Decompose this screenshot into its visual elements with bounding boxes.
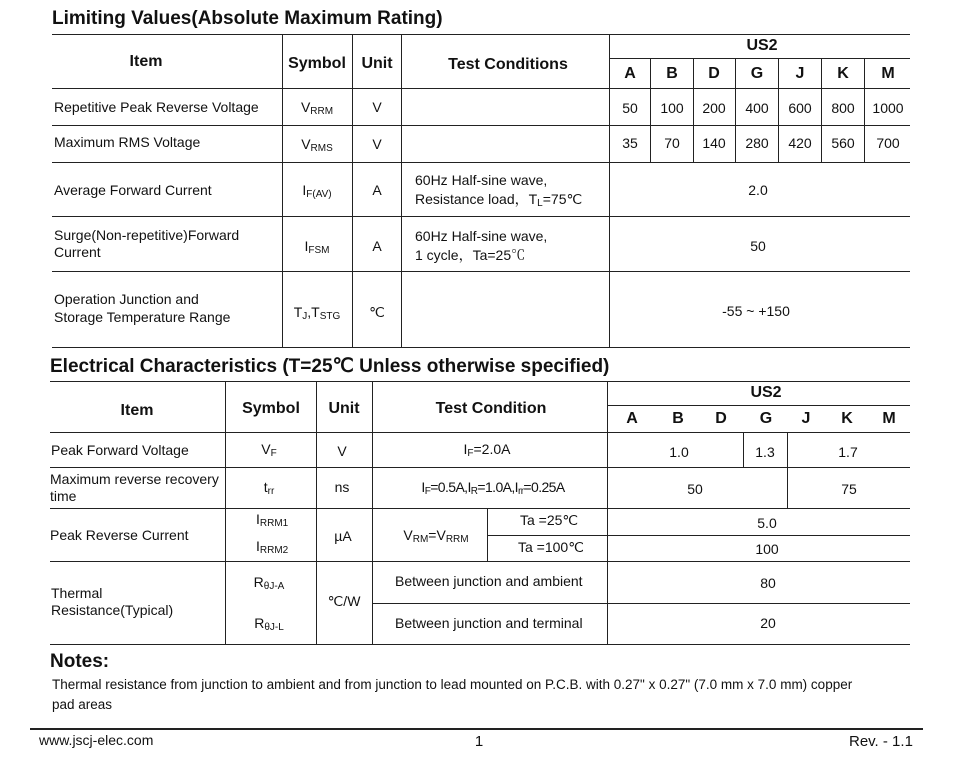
grade-label: A xyxy=(626,410,638,427)
temperature-condition: Ta =25℃ xyxy=(520,512,579,528)
grade-label: M xyxy=(881,65,895,82)
item-label: Operation Junction and xyxy=(54,291,199,307)
symbol-cell: $T_J,T_{STG}$ xyxy=(293,304,341,322)
value-cell: 1.3 xyxy=(755,444,775,460)
page-number: 1 xyxy=(474,733,484,750)
item-label: Storage Temperature Range xyxy=(54,309,231,325)
header-item: Item xyxy=(120,402,154,419)
grade-label: M xyxy=(882,410,896,427)
unit-cell: A xyxy=(372,238,382,254)
symbol-cell: $V_{RMS}$ xyxy=(301,136,333,154)
footer-url[interactable]: www.jscj-elec.com xyxy=(39,732,154,748)
unit-cell: µA xyxy=(334,528,352,544)
symbol-cell: $I_{F(AV)}$ xyxy=(302,182,332,200)
item-label: Thermal xyxy=(51,585,103,601)
item-label: Maximum reverse recovery xyxy=(50,471,219,487)
unit-cell: ℃/W xyxy=(327,593,361,609)
value-cell: 50 xyxy=(750,238,766,254)
header-test-conditions: Test Conditions xyxy=(448,56,568,73)
header-part-number: US2 xyxy=(750,384,782,401)
value-cell: 1.0 xyxy=(669,444,689,460)
symbol-cell: $t_{rr}$ xyxy=(263,479,275,497)
test-condition: Between junction and ambient xyxy=(395,573,583,589)
value-cell: 70 xyxy=(664,135,680,151)
header-item: Item xyxy=(129,53,163,70)
test-condition: $I_F=0.5A,I_R=1.0A,I_{rr}=0.25A$ xyxy=(421,479,565,497)
grade-label: B xyxy=(666,65,678,82)
value-cell: 80 xyxy=(760,575,776,591)
symbol-cell: $V_F$ xyxy=(261,441,277,459)
unit-cell: V xyxy=(372,99,382,115)
item-label: Peak Reverse Current xyxy=(50,527,189,543)
header-test-condition: Test Condition xyxy=(435,400,547,417)
item-label: Current xyxy=(54,244,101,260)
footer-divider xyxy=(30,728,923,730)
grade-label: K xyxy=(841,410,853,427)
value-cell: 280 xyxy=(745,135,769,151)
item-label: Surge(Non-repetitive)Forward xyxy=(54,227,240,243)
unit-cell: ns xyxy=(334,479,350,495)
note-text: Thermal resistance from junction to ambient and from junction to lead mounted on P.C.B. with 0.27" x 0.27" (7.0 mm x 7.0 mm) copper xyxy=(52,677,853,692)
value-cell: 420 xyxy=(788,135,812,151)
value-cell: 2.0 xyxy=(748,182,768,198)
symbol-cell: $I_{FSM}$ xyxy=(304,238,330,256)
header-symbol: Symbol xyxy=(242,400,300,417)
header-part-number: US2 xyxy=(746,37,778,54)
revision-label: Rev. - 1.1 xyxy=(849,733,913,750)
grade-label: D xyxy=(708,65,720,82)
notes-title: Notes: xyxy=(50,651,110,672)
value-cell: 200 xyxy=(702,100,726,116)
value-cell: -55 ~ +150 xyxy=(722,303,790,319)
value-cell: 75 xyxy=(841,481,857,497)
grade-label: B xyxy=(672,410,684,427)
grade-label: G xyxy=(759,410,773,427)
unit-cell: ℃ xyxy=(369,304,385,320)
value-cell: 1000 xyxy=(872,100,904,116)
value-cell: 20 xyxy=(760,615,776,631)
symbol-cell: $R_{\theta J-L}$ xyxy=(254,615,284,633)
header-symbol: Symbol xyxy=(288,55,346,72)
unit-cell: V xyxy=(337,443,347,459)
unit-cell: V xyxy=(372,136,382,152)
symbol-cell: $I_{RRM1}$ xyxy=(256,511,289,529)
test-condition: 60Hz Half-sine wave, xyxy=(415,172,548,188)
grade-label: G xyxy=(750,65,764,82)
item-label: Peak Forward Voltage xyxy=(51,442,189,458)
test-condition: $V_{RM}=V_{RRM}$ xyxy=(403,527,469,545)
unit-cell: A xyxy=(372,182,382,198)
value-cell: 5.0 xyxy=(757,515,777,531)
header-unit: Unit xyxy=(328,400,360,417)
item-label: Maximum RMS Voltage xyxy=(54,134,201,150)
electrical-characteristics-title: Electrical Characteristics (T=25℃ Unless otherwise specified) xyxy=(50,356,610,377)
grade-label: J xyxy=(801,410,811,427)
value-cell: 100 xyxy=(755,541,779,557)
test-condition: 60Hz Half-sine wave, xyxy=(415,228,548,244)
grade-label: K xyxy=(837,65,849,82)
item-label: time xyxy=(50,488,77,504)
temperature-condition: Ta =100℃ xyxy=(518,539,584,555)
value-cell: 50 xyxy=(622,100,638,116)
item-label: Resistance(Typical) xyxy=(51,602,174,618)
symbol-cell: $I_{RRM2}$ xyxy=(256,538,289,556)
grade-label: A xyxy=(624,65,636,82)
item-label: Repetitive Peak Reverse Voltage xyxy=(54,99,259,115)
value-cell: 35 xyxy=(622,135,638,151)
item-label: Average Forward Current xyxy=(54,182,212,198)
test-condition: $I_F=2.0A$ xyxy=(463,441,511,459)
value-cell: 1.7 xyxy=(838,444,858,460)
value-cell: 100 xyxy=(660,100,684,116)
symbol-cell: $V_{RRM}$ xyxy=(300,99,334,117)
test-condition: Between junction and terminal xyxy=(395,615,583,631)
value-cell: 800 xyxy=(831,100,855,116)
value-cell: 50 xyxy=(687,481,703,497)
symbol-cell: $R_{\theta J-A}$ xyxy=(253,574,285,592)
note-text: pad areas xyxy=(52,697,113,712)
value-cell: 700 xyxy=(876,135,900,151)
grade-label: D xyxy=(715,410,727,427)
value-cell: 560 xyxy=(831,135,855,151)
value-cell: 400 xyxy=(745,100,769,116)
header-unit: Unit xyxy=(361,55,393,72)
value-cell: 600 xyxy=(788,100,812,116)
test-condition: Resistance load，$T_L=75℃$ xyxy=(415,191,583,209)
grade-label: J xyxy=(795,65,805,82)
limiting-values-title: Limiting Values(Absolute Maximum Rating) xyxy=(52,8,443,29)
test-condition: 1 cycle，Ta=25℃ xyxy=(415,247,526,263)
value-cell: 140 xyxy=(702,135,726,151)
